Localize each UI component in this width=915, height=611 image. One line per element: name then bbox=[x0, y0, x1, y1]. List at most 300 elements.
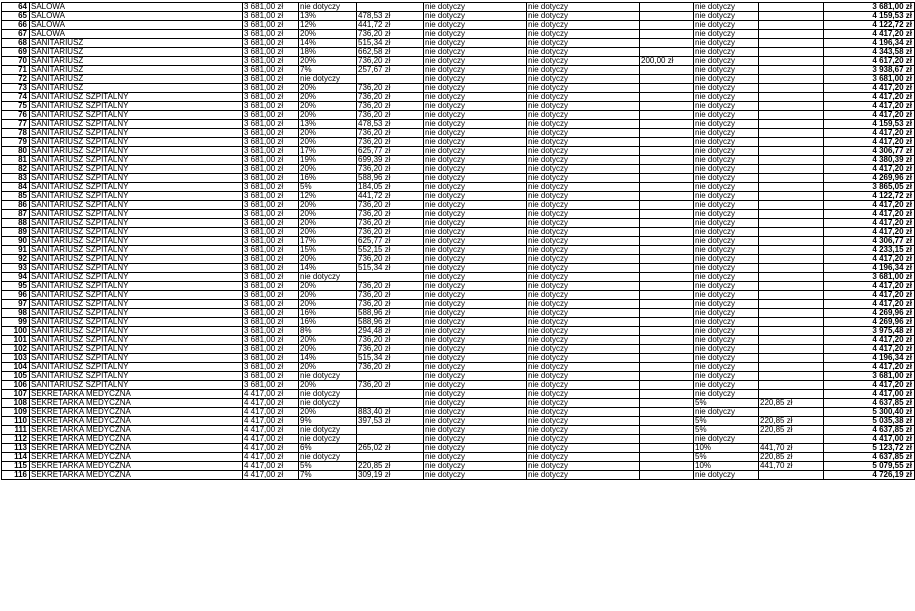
total-salary-cell: 3 681,00 zł bbox=[824, 3, 915, 12]
row-number-cell: 88 bbox=[2, 219, 30, 228]
bonus-amount-cell bbox=[640, 327, 694, 336]
seniority-amount-cell: 515,34 zł bbox=[357, 264, 424, 273]
bonus-amount-cell bbox=[640, 471, 694, 480]
bonus-amount-cell bbox=[640, 273, 694, 282]
row-number-cell: 93 bbox=[2, 264, 30, 273]
base-salary-cell: 3 681,00 zł bbox=[243, 156, 299, 165]
allowance-a-cell: nie dotyczy bbox=[424, 228, 527, 237]
seniority-amount-cell: 883,40 zł bbox=[357, 408, 424, 417]
allowance-a-cell: nie dotyczy bbox=[424, 84, 527, 93]
function-percent-cell: nie dotyczy bbox=[694, 75, 759, 84]
table-row bbox=[2, 219, 915, 228]
allowance-b-cell: nie dotyczy bbox=[527, 255, 640, 264]
row-number-cell: 71 bbox=[2, 66, 30, 75]
seniority-percent-cell: 20% bbox=[299, 291, 357, 300]
bonus-amount-cell bbox=[640, 165, 694, 174]
function-percent-cell: nie dotyczy bbox=[694, 57, 759, 66]
seniority-amount-cell: 625,77 zł bbox=[357, 147, 424, 156]
total-salary-cell: 4 617,20 zł bbox=[824, 57, 915, 66]
total-salary-cell: 3 865,05 zł bbox=[824, 183, 915, 192]
position-name-cell: SEKRETARKA MEDYCZNA bbox=[30, 426, 243, 435]
bonus-amount-cell bbox=[640, 390, 694, 399]
base-salary-cell: 4 417,00 zł bbox=[243, 390, 299, 399]
seniority-amount-cell: 625,77 zł bbox=[357, 237, 424, 246]
function-percent-cell: nie dotyczy bbox=[694, 435, 759, 444]
function-percent-cell: nie dotyczy bbox=[694, 93, 759, 102]
allowance-a-cell: nie dotyczy bbox=[424, 417, 527, 426]
allowance-a-cell: nie dotyczy bbox=[424, 363, 527, 372]
bonus-amount-cell bbox=[640, 318, 694, 327]
function-amount-cell bbox=[759, 147, 824, 156]
position-name-cell: SANITARIUSZ SZPITALNY bbox=[30, 120, 243, 129]
base-salary-cell: 3 681,00 zł bbox=[243, 201, 299, 210]
base-salary-cell: 3 681,00 zł bbox=[243, 300, 299, 309]
base-salary-cell: 3 681,00 zł bbox=[243, 147, 299, 156]
bonus-amount-cell bbox=[640, 228, 694, 237]
seniority-amount-cell: 265,02 zł bbox=[357, 444, 424, 453]
allowance-a-cell: nie dotyczy bbox=[424, 138, 527, 147]
bonus-amount-cell bbox=[640, 129, 694, 138]
table-row bbox=[2, 39, 915, 48]
seniority-percent-cell: 14% bbox=[299, 264, 357, 273]
function-percent-cell: nie dotyczy bbox=[694, 408, 759, 417]
seniority-percent-cell: 20% bbox=[299, 57, 357, 66]
total-salary-cell: 4 269,96 zł bbox=[824, 309, 915, 318]
function-amount-cell: 220,85 zł bbox=[759, 453, 824, 462]
function-percent-cell: nie dotyczy bbox=[694, 264, 759, 273]
seniority-percent-cell: nie dotyczy bbox=[299, 435, 357, 444]
seniority-amount-cell bbox=[357, 372, 424, 381]
position-name-cell: SANITARIUSZ bbox=[30, 66, 243, 75]
function-percent-cell: nie dotyczy bbox=[694, 309, 759, 318]
seniority-percent-cell: 20% bbox=[299, 345, 357, 354]
row-number-cell: 68 bbox=[2, 39, 30, 48]
bonus-amount-cell: 200,00 zł bbox=[640, 57, 694, 66]
position-name-cell: SANITARIUSZ SZPITALNY bbox=[30, 210, 243, 219]
allowance-b-cell: nie dotyczy bbox=[527, 327, 640, 336]
base-salary-cell: 3 681,00 zł bbox=[243, 345, 299, 354]
position-name-cell: SANITARIUSZ SZPITALNY bbox=[30, 93, 243, 102]
total-salary-cell: 5 123,72 zł bbox=[824, 444, 915, 453]
table-row bbox=[2, 345, 915, 354]
total-salary-cell: 4 417,20 zł bbox=[824, 363, 915, 372]
allowance-a-cell: nie dotyczy bbox=[424, 21, 527, 30]
seniority-percent-cell: 12% bbox=[299, 21, 357, 30]
table-row bbox=[2, 408, 915, 417]
seniority-percent-cell: 20% bbox=[299, 138, 357, 147]
table-row bbox=[2, 210, 915, 219]
position-name-cell: SANITARIUSZ SZPITALNY bbox=[30, 273, 243, 282]
table-row bbox=[2, 201, 915, 210]
row-number-cell: 99 bbox=[2, 318, 30, 327]
total-salary-cell: 4 269,96 zł bbox=[824, 174, 915, 183]
base-salary-cell: 3 681,00 zł bbox=[243, 210, 299, 219]
function-percent-cell: nie dotyczy bbox=[694, 84, 759, 93]
row-number-cell: 101 bbox=[2, 336, 30, 345]
allowance-b-cell: nie dotyczy bbox=[527, 48, 640, 57]
allowance-b-cell: nie dotyczy bbox=[527, 399, 640, 408]
table-row bbox=[2, 30, 915, 39]
allowance-a-cell: nie dotyczy bbox=[424, 57, 527, 66]
allowance-b-cell: nie dotyczy bbox=[527, 426, 640, 435]
allowance-b-cell: nie dotyczy bbox=[527, 228, 640, 237]
table-row bbox=[2, 363, 915, 372]
allowance-b-cell: nie dotyczy bbox=[527, 111, 640, 120]
function-amount-cell: 220,85 zł bbox=[759, 426, 824, 435]
seniority-percent-cell: 20% bbox=[299, 255, 357, 264]
bonus-amount-cell bbox=[640, 309, 694, 318]
seniority-amount-cell: 294,48 zł bbox=[357, 327, 424, 336]
seniority-amount-cell: 736,20 zł bbox=[357, 201, 424, 210]
allowance-a-cell: nie dotyczy bbox=[424, 102, 527, 111]
allowance-a-cell: nie dotyczy bbox=[424, 282, 527, 291]
allowance-a-cell: nie dotyczy bbox=[424, 327, 527, 336]
allowance-a-cell: nie dotyczy bbox=[424, 255, 527, 264]
allowance-a-cell: nie dotyczy bbox=[424, 129, 527, 138]
function-percent-cell: nie dotyczy bbox=[694, 102, 759, 111]
bonus-amount-cell bbox=[640, 75, 694, 84]
allowance-b-cell: nie dotyczy bbox=[527, 201, 640, 210]
allowance-b-cell: nie dotyczy bbox=[527, 75, 640, 84]
base-salary-cell: 3 681,00 zł bbox=[243, 327, 299, 336]
seniority-amount-cell: 736,20 zł bbox=[357, 219, 424, 228]
total-salary-cell: 5 035,38 zł bbox=[824, 417, 915, 426]
seniority-percent-cell: 20% bbox=[299, 210, 357, 219]
total-salary-cell: 4 159,53 zł bbox=[824, 12, 915, 21]
table-row bbox=[2, 255, 915, 264]
row-number-cell: 89 bbox=[2, 228, 30, 237]
base-salary-cell: 3 681,00 zł bbox=[243, 48, 299, 57]
position-name-cell: SANITARIUSZ SZPITALNY bbox=[30, 192, 243, 201]
function-amount-cell bbox=[759, 183, 824, 192]
function-percent-cell: nie dotyczy bbox=[694, 327, 759, 336]
row-number-cell: 73 bbox=[2, 84, 30, 93]
table-row bbox=[2, 453, 915, 462]
total-salary-cell: 4 269,96 zł bbox=[824, 318, 915, 327]
allowance-a-cell: nie dotyczy bbox=[424, 291, 527, 300]
seniority-amount-cell: 736,20 zł bbox=[357, 93, 424, 102]
allowance-a-cell: nie dotyczy bbox=[424, 444, 527, 453]
position-name-cell: SANITARIUSZ SZPITALNY bbox=[30, 282, 243, 291]
table-row bbox=[2, 21, 915, 30]
total-salary-cell: 4 417,20 zł bbox=[824, 129, 915, 138]
function-amount-cell bbox=[759, 327, 824, 336]
allowance-a-cell: nie dotyczy bbox=[424, 147, 527, 156]
function-percent-cell: 5% bbox=[694, 417, 759, 426]
position-name-cell: SANITARIUSZ bbox=[30, 48, 243, 57]
position-name-cell: SANITARIUSZ bbox=[30, 84, 243, 93]
seniority-amount-cell: 441,72 zł bbox=[357, 192, 424, 201]
function-percent-cell: nie dotyczy bbox=[694, 201, 759, 210]
base-salary-cell: 3 681,00 zł bbox=[243, 66, 299, 75]
total-salary-cell: 4 637,85 zł bbox=[824, 453, 915, 462]
function-percent-cell: nie dotyczy bbox=[694, 246, 759, 255]
position-name-cell: SANITARIUSZ SZPITALNY bbox=[30, 327, 243, 336]
seniority-percent-cell: nie dotyczy bbox=[299, 453, 357, 462]
seniority-percent-cell: 20% bbox=[299, 93, 357, 102]
position-name-cell: SALOWA bbox=[30, 30, 243, 39]
position-name-cell: SEKRETARKA MEDYCZNA bbox=[30, 435, 243, 444]
seniority-amount-cell: 736,20 zł bbox=[357, 102, 424, 111]
position-name-cell: SANITARIUSZ bbox=[30, 39, 243, 48]
function-percent-cell: nie dotyczy bbox=[694, 354, 759, 363]
allowance-b-cell: nie dotyczy bbox=[527, 102, 640, 111]
allowance-b-cell: nie dotyczy bbox=[527, 84, 640, 93]
seniority-percent-cell: 6% bbox=[299, 444, 357, 453]
seniority-amount-cell: 736,20 zł bbox=[357, 381, 424, 390]
allowance-b-cell: nie dotyczy bbox=[527, 372, 640, 381]
row-number-cell: 69 bbox=[2, 48, 30, 57]
function-amount-cell bbox=[759, 255, 824, 264]
table-row bbox=[2, 174, 915, 183]
function-amount-cell bbox=[759, 282, 824, 291]
base-salary-cell: 3 681,00 zł bbox=[243, 291, 299, 300]
table-row bbox=[2, 12, 915, 21]
function-amount-cell: 441,70 zł bbox=[759, 444, 824, 453]
base-salary-cell: 3 681,00 zł bbox=[243, 39, 299, 48]
bonus-amount-cell bbox=[640, 300, 694, 309]
function-amount-cell bbox=[759, 345, 824, 354]
table-row bbox=[2, 228, 915, 237]
allowance-a-cell: nie dotyczy bbox=[424, 435, 527, 444]
seniority-amount-cell: 736,20 zł bbox=[357, 138, 424, 147]
row-number-cell: 91 bbox=[2, 246, 30, 255]
total-salary-cell: 4 417,20 zł bbox=[824, 102, 915, 111]
seniority-amount-cell: 515,34 zł bbox=[357, 39, 424, 48]
function-amount-cell bbox=[759, 75, 824, 84]
bonus-amount-cell bbox=[640, 363, 694, 372]
function-amount-cell bbox=[759, 21, 824, 30]
table-row bbox=[2, 390, 915, 399]
allowance-b-cell: nie dotyczy bbox=[527, 129, 640, 138]
seniority-amount-cell: 662,58 zł bbox=[357, 48, 424, 57]
allowance-a-cell: nie dotyczy bbox=[424, 111, 527, 120]
base-salary-cell: 3 681,00 zł bbox=[243, 111, 299, 120]
allowance-b-cell: nie dotyczy bbox=[527, 210, 640, 219]
function-amount-cell bbox=[759, 201, 824, 210]
seniority-percent-cell: 14% bbox=[299, 354, 357, 363]
row-number-cell: 77 bbox=[2, 120, 30, 129]
row-number-cell: 84 bbox=[2, 183, 30, 192]
allowance-b-cell: nie dotyczy bbox=[527, 39, 640, 48]
row-number-cell: 109 bbox=[2, 408, 30, 417]
row-number-cell: 94 bbox=[2, 273, 30, 282]
total-salary-cell: 4 233,15 zł bbox=[824, 246, 915, 255]
base-salary-cell: 3 681,00 zł bbox=[243, 21, 299, 30]
function-amount-cell bbox=[759, 309, 824, 318]
table-row bbox=[2, 120, 915, 129]
function-percent-cell: nie dotyczy bbox=[694, 336, 759, 345]
allowance-b-cell: nie dotyczy bbox=[527, 282, 640, 291]
allowance-a-cell: nie dotyczy bbox=[424, 93, 527, 102]
position-name-cell: SANITARIUSZ SZPITALNY bbox=[30, 246, 243, 255]
row-number-cell: 75 bbox=[2, 102, 30, 111]
allowance-b-cell: nie dotyczy bbox=[527, 237, 640, 246]
position-name-cell: SANITARIUSZ SZPITALNY bbox=[30, 255, 243, 264]
allowance-a-cell: nie dotyczy bbox=[424, 201, 527, 210]
total-salary-cell: 4 380,39 zł bbox=[824, 156, 915, 165]
function-percent-cell: nie dotyczy bbox=[694, 192, 759, 201]
table-row bbox=[2, 156, 915, 165]
row-number-cell: 80 bbox=[2, 147, 30, 156]
function-percent-cell: nie dotyczy bbox=[694, 48, 759, 57]
base-salary-cell: 3 681,00 zł bbox=[243, 282, 299, 291]
seniority-percent-cell: 20% bbox=[299, 30, 357, 39]
table-row bbox=[2, 246, 915, 255]
bonus-amount-cell bbox=[640, 399, 694, 408]
position-name-cell: SANITARIUSZ SZPITALNY bbox=[30, 345, 243, 354]
function-amount-cell bbox=[759, 390, 824, 399]
seniority-percent-cell: 13% bbox=[299, 120, 357, 129]
function-percent-cell: nie dotyczy bbox=[694, 291, 759, 300]
function-amount-cell bbox=[759, 120, 824, 129]
function-percent-cell: nie dotyczy bbox=[694, 381, 759, 390]
seniority-amount-cell: 736,20 zł bbox=[357, 30, 424, 39]
total-salary-cell: 4 417,20 zł bbox=[824, 138, 915, 147]
function-percent-cell: 5% bbox=[694, 453, 759, 462]
function-amount-cell bbox=[759, 363, 824, 372]
position-name-cell: SEKRETARKA MEDYCZNA bbox=[30, 471, 243, 480]
bonus-amount-cell bbox=[640, 336, 694, 345]
base-salary-cell: 3 681,00 zł bbox=[243, 102, 299, 111]
total-salary-cell: 4 417,20 zł bbox=[824, 228, 915, 237]
table-row bbox=[2, 300, 915, 309]
bonus-amount-cell bbox=[640, 264, 694, 273]
function-percent-cell: nie dotyczy bbox=[694, 255, 759, 264]
function-percent-cell: nie dotyczy bbox=[694, 372, 759, 381]
base-salary-cell: 4 417,00 zł bbox=[243, 435, 299, 444]
allowance-b-cell: nie dotyczy bbox=[527, 336, 640, 345]
row-number-cell: 78 bbox=[2, 129, 30, 138]
allowance-a-cell: nie dotyczy bbox=[424, 66, 527, 75]
seniority-amount-cell: 736,20 zł bbox=[357, 129, 424, 138]
table-row bbox=[2, 318, 915, 327]
bonus-amount-cell bbox=[640, 426, 694, 435]
row-number-cell: 82 bbox=[2, 165, 30, 174]
row-number-cell: 96 bbox=[2, 291, 30, 300]
allowance-a-cell: nie dotyczy bbox=[424, 120, 527, 129]
bonus-amount-cell bbox=[640, 174, 694, 183]
seniority-amount-cell: 309,19 zł bbox=[357, 471, 424, 480]
total-salary-cell: 4 196,34 zł bbox=[824, 354, 915, 363]
position-name-cell: SANITARIUSZ SZPITALNY bbox=[30, 300, 243, 309]
function-percent-cell: nie dotyczy bbox=[694, 282, 759, 291]
row-number-cell: 107 bbox=[2, 390, 30, 399]
table-row bbox=[2, 291, 915, 300]
function-amount-cell bbox=[759, 336, 824, 345]
table-row bbox=[2, 183, 915, 192]
function-percent-cell: nie dotyczy bbox=[694, 39, 759, 48]
allowance-b-cell: nie dotyczy bbox=[527, 300, 640, 309]
seniority-amount-cell bbox=[357, 399, 424, 408]
allowance-a-cell: nie dotyczy bbox=[424, 273, 527, 282]
total-salary-cell: 3 681,00 zł bbox=[824, 372, 915, 381]
allowance-b-cell: nie dotyczy bbox=[527, 66, 640, 75]
base-salary-cell: 4 417,00 zł bbox=[243, 399, 299, 408]
function-amount-cell bbox=[759, 165, 824, 174]
function-percent-cell: nie dotyczy bbox=[694, 363, 759, 372]
total-salary-cell: 4 196,34 zł bbox=[824, 264, 915, 273]
base-salary-cell: 3 681,00 zł bbox=[243, 3, 299, 12]
allowance-a-cell: nie dotyczy bbox=[424, 75, 527, 84]
table-row bbox=[2, 57, 915, 66]
seniority-amount-cell: 515,34 zł bbox=[357, 354, 424, 363]
seniority-percent-cell: 16% bbox=[299, 174, 357, 183]
bonus-amount-cell bbox=[640, 210, 694, 219]
base-salary-cell: 3 681,00 zł bbox=[243, 318, 299, 327]
seniority-percent-cell: nie dotyczy bbox=[299, 399, 357, 408]
total-salary-cell: 4 417,00 zł bbox=[824, 435, 915, 444]
table-row bbox=[2, 102, 915, 111]
table-row bbox=[2, 84, 915, 93]
bonus-amount-cell bbox=[640, 12, 694, 21]
function-amount-cell bbox=[759, 264, 824, 273]
allowance-a-cell: nie dotyczy bbox=[424, 30, 527, 39]
function-amount-cell bbox=[759, 3, 824, 12]
base-salary-cell: 3 681,00 zł bbox=[243, 165, 299, 174]
function-percent-cell: nie dotyczy bbox=[694, 237, 759, 246]
total-salary-cell: 4 417,20 zł bbox=[824, 219, 915, 228]
function-amount-cell bbox=[759, 138, 824, 147]
base-salary-cell: 3 681,00 zł bbox=[243, 228, 299, 237]
table-row bbox=[2, 165, 915, 174]
total-salary-cell: 4 637,85 zł bbox=[824, 399, 915, 408]
allowance-b-cell: nie dotyczy bbox=[527, 3, 640, 12]
function-percent-cell: nie dotyczy bbox=[694, 3, 759, 12]
seniority-percent-cell: 20% bbox=[299, 129, 357, 138]
seniority-percent-cell: 20% bbox=[299, 201, 357, 210]
total-salary-cell: 4 417,20 zł bbox=[824, 93, 915, 102]
function-amount-cell bbox=[759, 291, 824, 300]
table-row bbox=[2, 129, 915, 138]
seniority-amount-cell bbox=[357, 75, 424, 84]
allowance-a-cell: nie dotyczy bbox=[424, 381, 527, 390]
function-amount-cell bbox=[759, 435, 824, 444]
total-salary-cell: 4 417,20 zł bbox=[824, 345, 915, 354]
base-salary-cell: 3 681,00 zł bbox=[243, 219, 299, 228]
salary-table bbox=[1, 2, 915, 480]
function-amount-cell bbox=[759, 39, 824, 48]
allowance-b-cell: nie dotyczy bbox=[527, 174, 640, 183]
allowance-b-cell: nie dotyczy bbox=[527, 345, 640, 354]
position-name-cell: SEKRETARKA MEDYCZNA bbox=[30, 417, 243, 426]
table-row bbox=[2, 237, 915, 246]
position-name-cell: SANITARIUSZ SZPITALNY bbox=[30, 363, 243, 372]
function-amount-cell bbox=[759, 219, 824, 228]
seniority-amount-cell: 736,20 zł bbox=[357, 336, 424, 345]
function-amount-cell bbox=[759, 300, 824, 309]
table-row bbox=[2, 354, 915, 363]
seniority-percent-cell: nie dotyczy bbox=[299, 390, 357, 399]
table-row bbox=[2, 111, 915, 120]
allowance-a-cell: nie dotyczy bbox=[424, 246, 527, 255]
bonus-amount-cell bbox=[640, 282, 694, 291]
seniority-percent-cell: 17% bbox=[299, 237, 357, 246]
bonus-amount-cell bbox=[640, 444, 694, 453]
bonus-amount-cell bbox=[640, 3, 694, 12]
seniority-amount-cell bbox=[357, 435, 424, 444]
position-name-cell: SANITARIUSZ SZPITALNY bbox=[30, 174, 243, 183]
allowance-a-cell: nie dotyczy bbox=[424, 426, 527, 435]
base-salary-cell: 3 681,00 zł bbox=[243, 381, 299, 390]
base-salary-cell: 3 681,00 zł bbox=[243, 183, 299, 192]
total-salary-cell: 4 122,72 zł bbox=[824, 21, 915, 30]
base-salary-cell: 3 681,00 zł bbox=[243, 57, 299, 66]
table-row bbox=[2, 309, 915, 318]
row-number-cell: 72 bbox=[2, 75, 30, 84]
row-number-cell: 87 bbox=[2, 210, 30, 219]
function-percent-cell: 5% bbox=[694, 399, 759, 408]
